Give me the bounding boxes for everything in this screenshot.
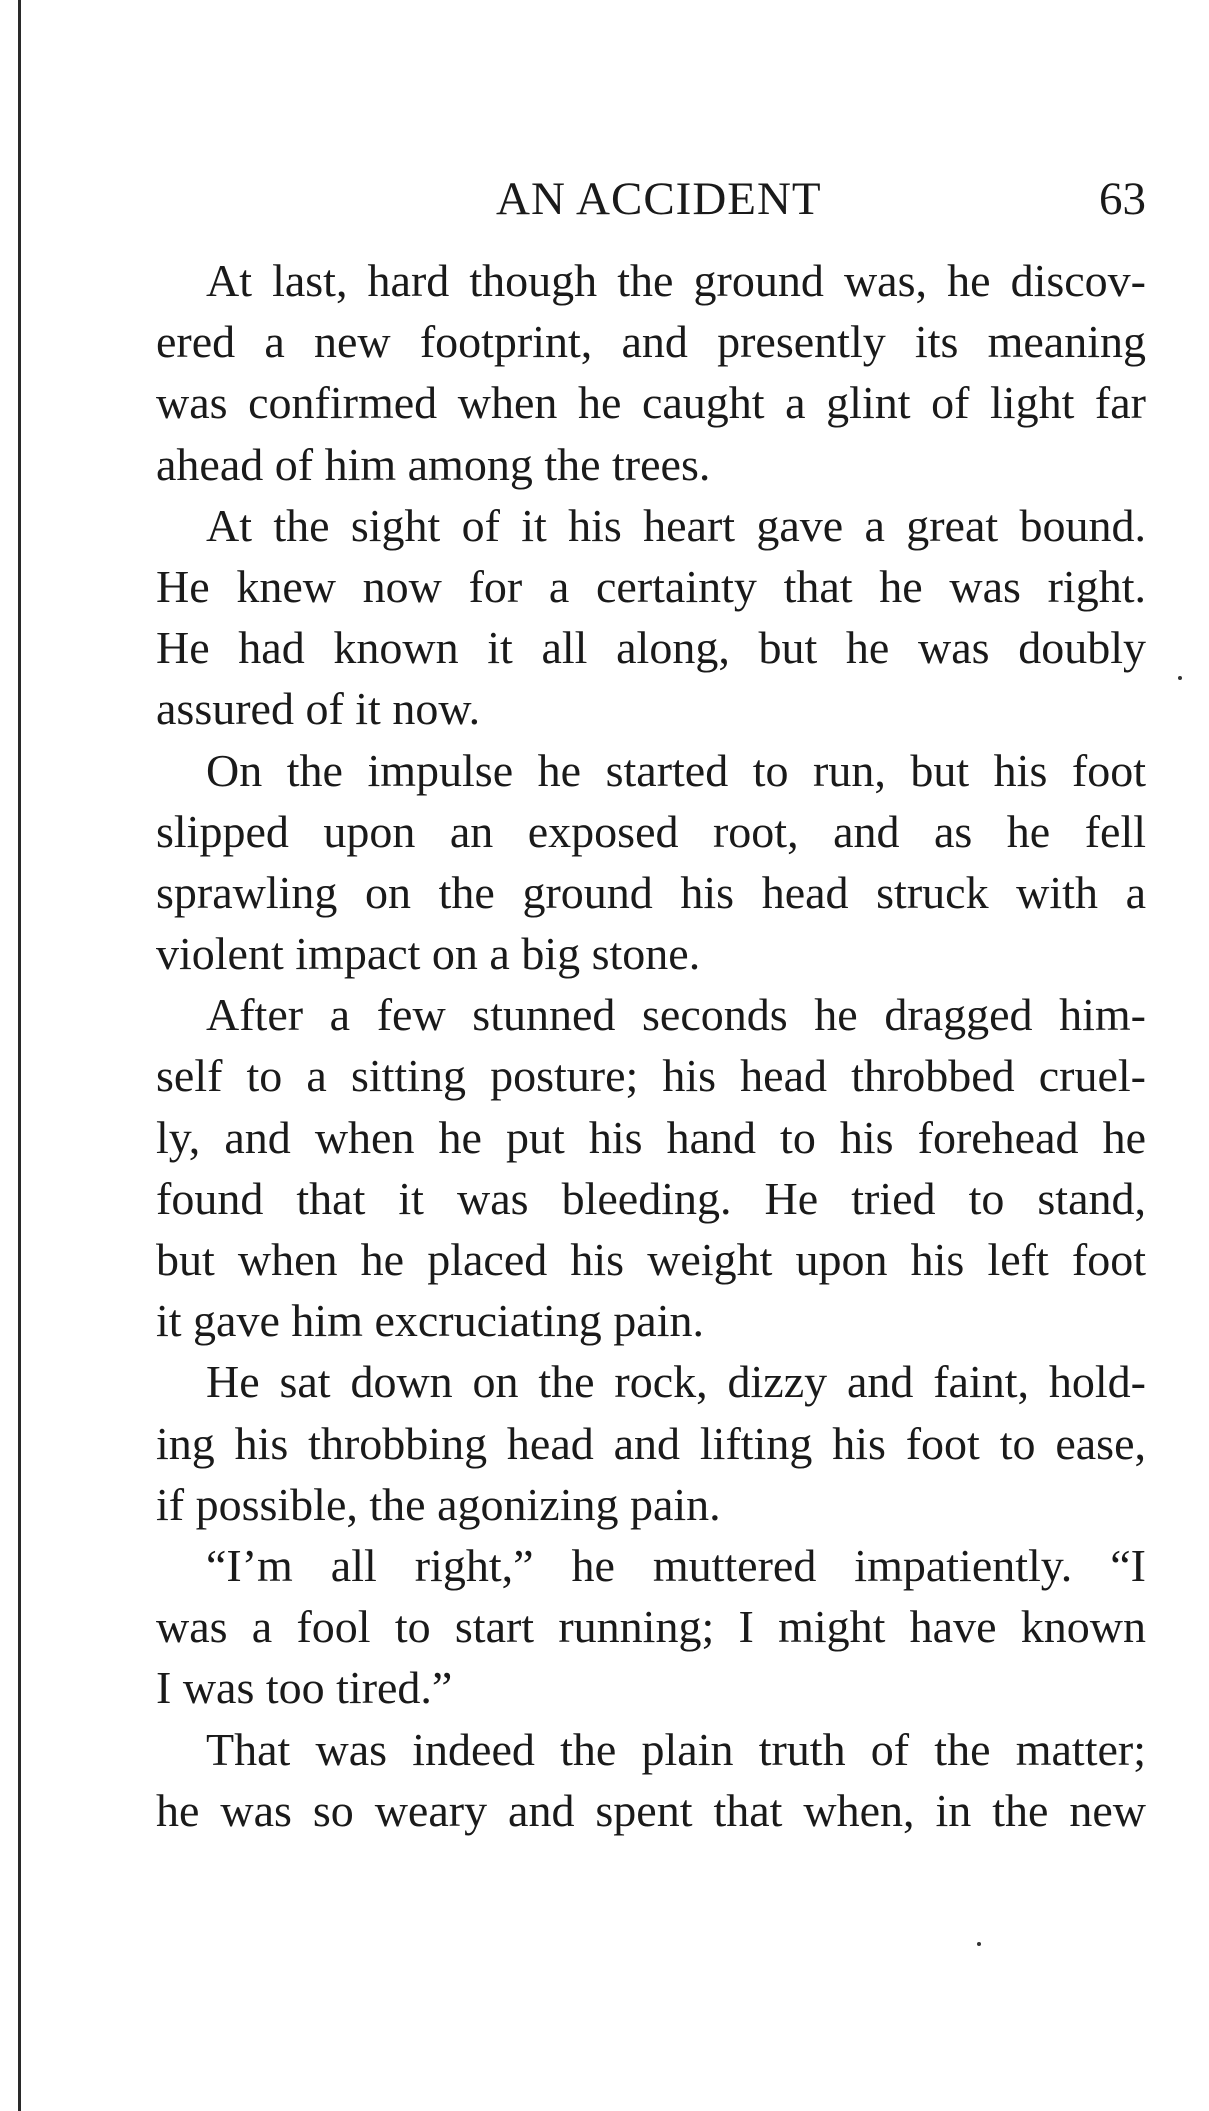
text-line: At the sight of it his heart gave a great bound.	[206, 499, 1146, 551]
ink-speck	[1178, 676, 1182, 680]
text-line: ing his throbbing head and lifting his foot to ease,	[156, 1417, 1146, 1469]
page-left-edge	[18, 0, 21, 2111]
paragraph-7	[156, 1719, 1146, 1841]
text-line: violent impact on a big stone.	[156, 928, 701, 980]
paragraph-3	[156, 740, 1146, 985]
text-line: ahead of him among the trees.	[156, 438, 711, 490]
paragraph-6	[156, 1535, 1146, 1719]
paragraph-5	[156, 1351, 1146, 1535]
body-text	[156, 250, 1146, 1841]
text-line: found that it was bleeding. He tried to stand,	[156, 1172, 1146, 1224]
text-line: I was too tired.”	[156, 1662, 453, 1714]
text-line: it gave him excruciating pain.	[156, 1295, 704, 1347]
text-line: ly, and when he put his hand to his forehead he	[156, 1111, 1146, 1163]
page-number: 63	[1099, 173, 1146, 225]
page-header	[156, 172, 1146, 232]
text-line: was confirmed when he caught a glint of light far	[156, 377, 1146, 429]
text-line: was a fool to start running; I might have known	[156, 1601, 1146, 1653]
text-line: After a few stunned seconds he dragged him-	[206, 989, 1146, 1041]
text-line: self to a sitting posture; his head throbbed cruel-	[156, 1050, 1146, 1102]
text-line: but when he placed his weight upon his left foot	[156, 1234, 1146, 1285]
paragraph-4	[156, 984, 1146, 1351]
text-line: He knew now for a certainty that he was right.	[156, 560, 1146, 612]
text-line: slipped upon an exposed root, and as he fell	[156, 805, 1146, 857]
text-line: sprawling on the ground his head struck with a	[156, 866, 1146, 918]
text-line: He sat down on the rock, dizzy and faint, hold-	[206, 1356, 1146, 1408]
text-line: if possible, the agonizing pain.	[156, 1478, 721, 1530]
text-line: On the impulse he started to run, but his foot	[206, 744, 1146, 796]
text-line: ered a new footprint, and presently its meaning	[156, 316, 1146, 368]
paragraph-1	[156, 250, 1146, 495]
ink-speck	[977, 1942, 981, 1946]
text-line: He had known it all along, but he was doubly	[156, 622, 1146, 674]
text-line: assured of it now.	[156, 683, 481, 735]
text-line: That was indeed the plain truth of the matter;	[206, 1723, 1146, 1775]
running-title: AN ACCIDENT	[496, 173, 822, 225]
text-line: he was so weary and spent that when, in the new	[156, 1784, 1146, 1836]
text-line: “I’m all right,” he muttered impatiently. “I	[206, 1539, 1146, 1591]
text-line: At last, hard though the ground was, he discov-	[206, 255, 1146, 306]
paragraph-2	[156, 495, 1146, 740]
